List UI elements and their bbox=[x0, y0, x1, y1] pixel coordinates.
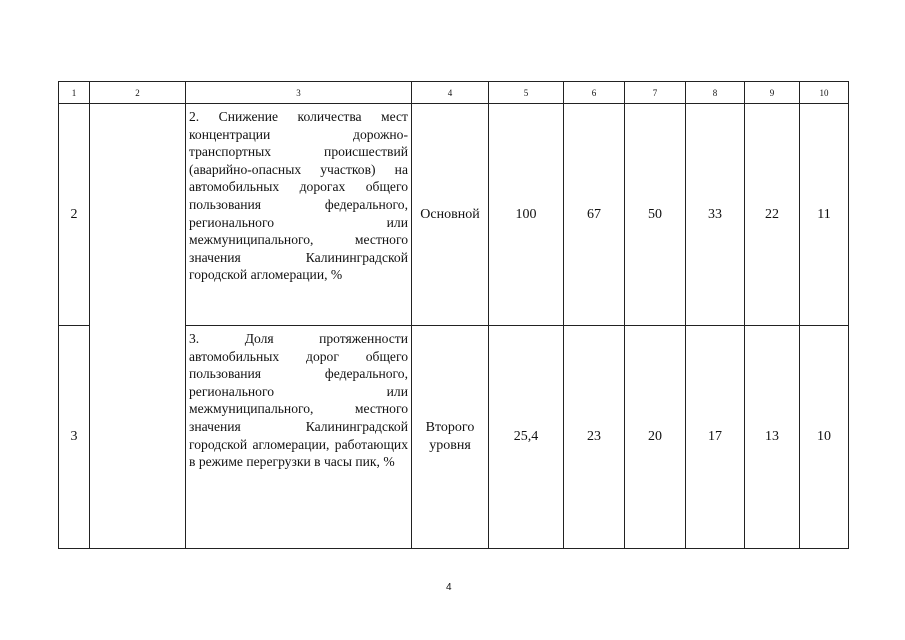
base-value: 25,4 bbox=[489, 326, 564, 549]
indicator-level: Основной bbox=[412, 104, 489, 326]
indicator-level: Второго уровня bbox=[412, 326, 489, 549]
value-cell: 11 bbox=[800, 104, 849, 326]
value-cell: 23 bbox=[564, 326, 625, 549]
value-cell: 17 bbox=[686, 326, 745, 549]
merged-empty-cell bbox=[90, 104, 186, 549]
indicator-description: 2. Снижение количества мест концентрации дорожно-транспортных происшествий (аварийно-опасных участков) на автомобильных дорогах общего пользования федерального, регионального или межмуниципального, местного значения Калининградской городской агломерации, % bbox=[186, 104, 412, 326]
column-number: 1 bbox=[59, 82, 90, 104]
value-cell: 20 bbox=[625, 326, 686, 549]
column-number: 3 bbox=[186, 82, 412, 104]
value-cell: 67 bbox=[564, 104, 625, 326]
table-row bbox=[59, 104, 849, 326]
value-cell: 10 bbox=[800, 326, 849, 549]
column-number: 7 bbox=[625, 82, 686, 104]
indicator-description: 3. Доля протяженности автомобильных дорог общего пользования федерального, регионального или межмуниципального, местного значения Калининградской городской агломерации, работающих в режиме перегрузки в часы пик, % bbox=[186, 326, 412, 549]
column-number: 4 bbox=[412, 82, 489, 104]
column-number: 8 bbox=[686, 82, 745, 104]
column-number: 5 bbox=[489, 82, 564, 104]
base-value: 100 bbox=[489, 104, 564, 326]
column-number: 10 bbox=[800, 82, 849, 104]
value-cell: 13 bbox=[745, 326, 800, 549]
row-number: 2 bbox=[59, 104, 90, 326]
value-cell: 22 bbox=[745, 104, 800, 326]
value-cell: 33 bbox=[686, 104, 745, 326]
value-cell: 50 bbox=[625, 104, 686, 326]
column-number: 6 bbox=[564, 82, 625, 104]
column-number: 2 bbox=[90, 82, 186, 104]
indicators-table bbox=[58, 81, 849, 549]
column-number: 9 bbox=[745, 82, 800, 104]
row-number: 3 bbox=[59, 326, 90, 549]
column-number-row bbox=[59, 82, 849, 104]
page-number: 4 bbox=[446, 582, 452, 593]
